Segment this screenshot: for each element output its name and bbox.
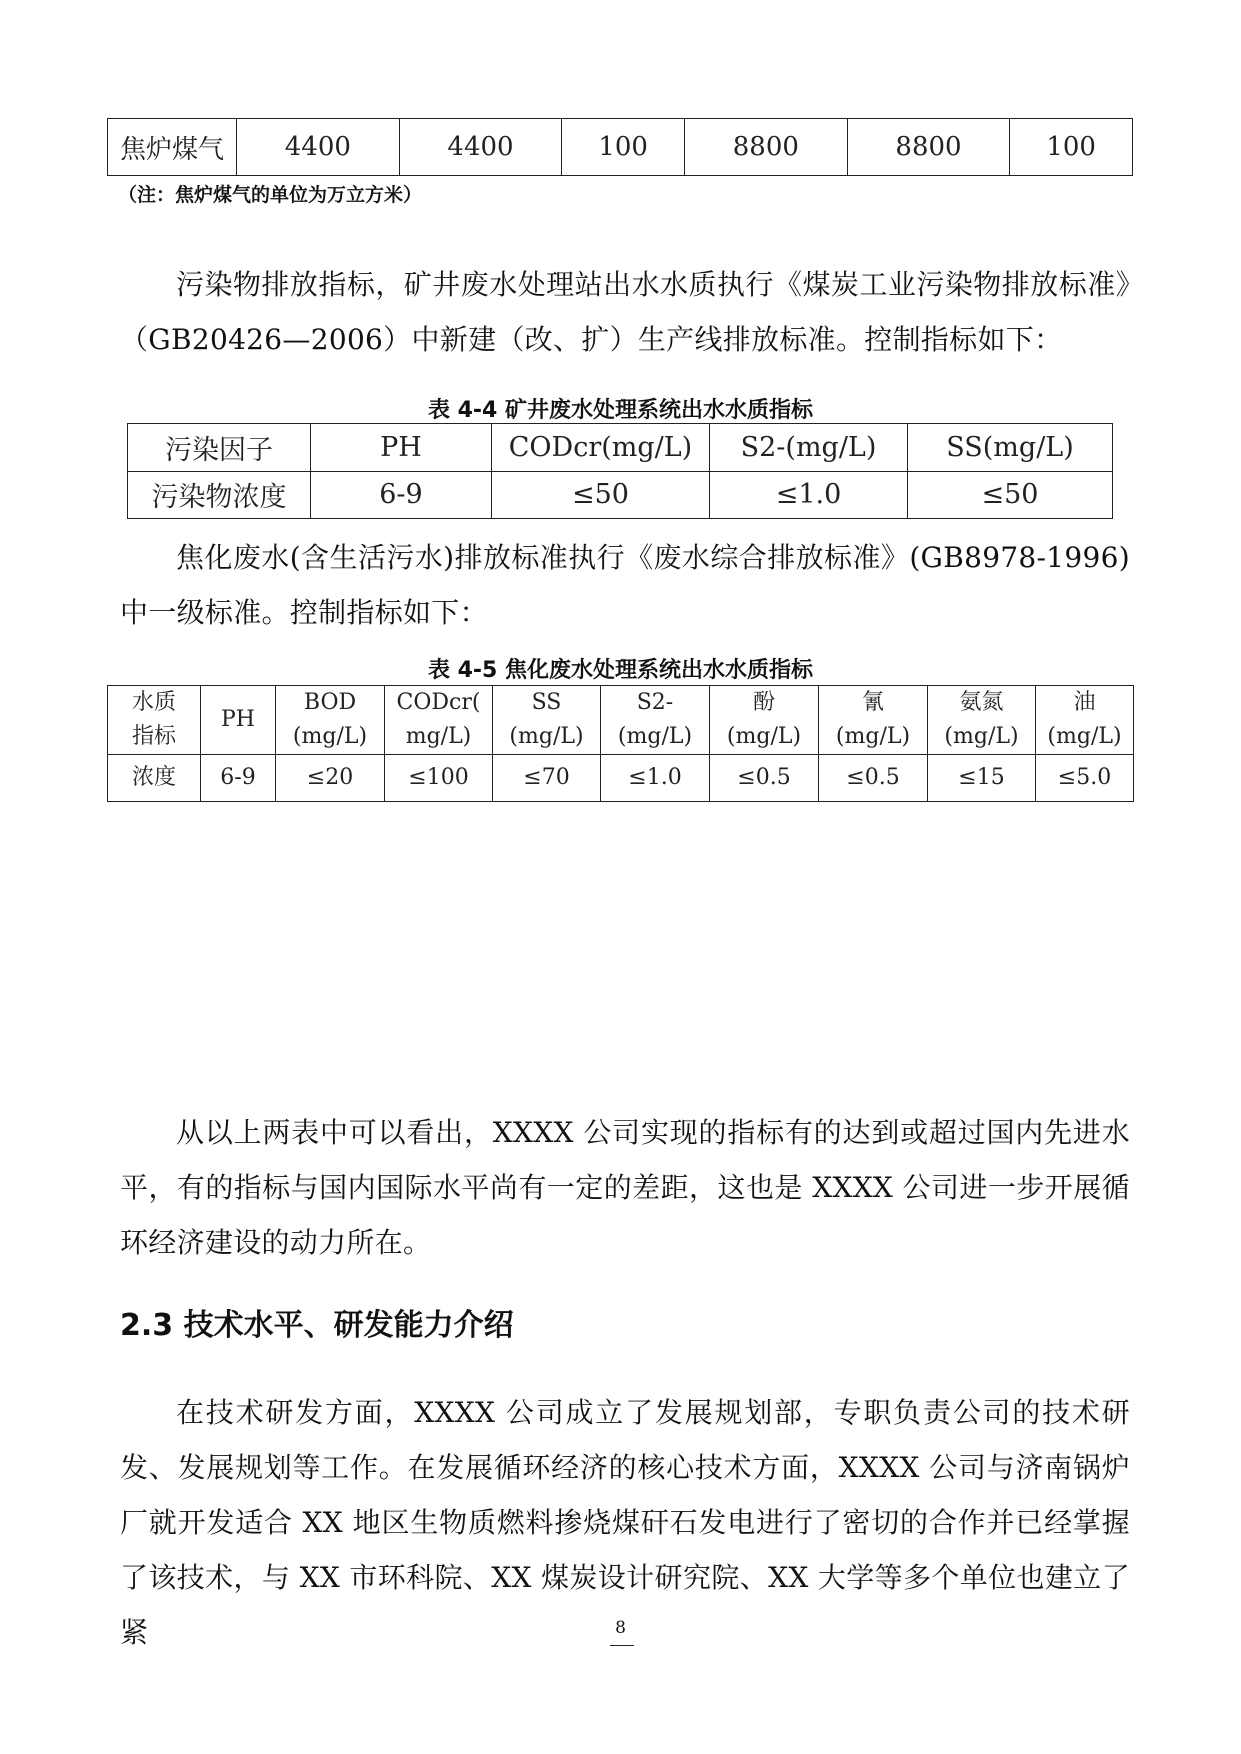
- table-header-cell: SS(mg/L): [908, 424, 1113, 472]
- table-cell: 6-9: [201, 755, 276, 802]
- mine-wastewater-table: [127, 423, 1113, 519]
- table-cell: 8800: [684, 119, 847, 176]
- table-header-cell: [201, 686, 276, 755]
- table-cell: 6-9: [311, 471, 492, 519]
- table-header-row: [128, 424, 1113, 472]
- table-cell: ≤100: [385, 755, 493, 802]
- table-header-cell: [928, 686, 1036, 755]
- table-header-cell: [108, 686, 201, 755]
- header-line: 油: [1073, 690, 1096, 715]
- page-number: 8: [615, 1618, 626, 1638]
- table-header-cell: PH: [311, 424, 492, 472]
- table-header-cell: [601, 686, 710, 755]
- table-row: [108, 119, 1133, 176]
- header-line: (mg/L): [292, 724, 368, 749]
- header-line: (mg/L): [835, 724, 911, 749]
- table-cell: 100: [562, 119, 685, 176]
- paragraph: 焦化废水(含生活污水)排放标准执行《废水综合排放标准》(GB8978-1996)中一级标准。控制指标如下：: [120, 541, 1130, 629]
- table-cell: ≤50: [492, 471, 710, 519]
- header-line: mg/L): [405, 724, 472, 749]
- header-line: (mg/L): [1047, 724, 1122, 749]
- table-header-cell: 污染因子: [128, 424, 311, 472]
- table-cell: ≤1.0: [601, 755, 710, 802]
- table-cell: ≤70: [493, 755, 601, 802]
- page-number-underline: [610, 1645, 634, 1646]
- table-cell: ≤0.5: [819, 755, 928, 802]
- table-header-cell: [710, 686, 819, 755]
- coking-wastewater-table: [107, 685, 1134, 802]
- section-heading: 2.3 技术水平、研发能力介绍: [120, 1308, 514, 1343]
- table-cell: 8800: [847, 119, 1010, 176]
- header-line: (mg/L): [944, 724, 1019, 749]
- table-header-row: [108, 686, 1134, 755]
- header-line: S2-: [636, 690, 674, 715]
- table-header-cell: S2-(mg/L): [710, 424, 908, 472]
- table-caption: 表 4-5 焦化废水处理系统出水水质指标: [427, 658, 814, 683]
- table-header-cell: [493, 686, 601, 755]
- header-line: PH: [221, 707, 255, 732]
- table-header-cell: [385, 686, 493, 755]
- table-caption: 表 4-4 矿井废水处理系统出水水质指标: [427, 398, 814, 423]
- header-line: 氨氮: [959, 690, 1004, 715]
- table-cell: ≤50: [908, 471, 1113, 519]
- table-cell: ≤0.5: [710, 755, 819, 802]
- table-cell: ≤1.0: [710, 471, 908, 519]
- table-header-cell: [819, 686, 928, 755]
- header-line: (mg/L): [726, 724, 802, 749]
- header-line: CODcr(: [396, 690, 481, 715]
- header-line: (mg/L): [509, 724, 584, 749]
- paragraph: 在技术研发方面，XXXX 公司成立了发展规划部，专职负责公司的技术研发、发展规划等工作。在发展循环经济的核心技术方面，XXXX 公司与济南锅炉厂就开发适合 XX 地区生物质燃料掺烧煤矸石发电进行了密切的合作并已经掌握了该技术，与 XX 市环科院、XX 煤炭设计研究院、XX 大学等多个单位也建立了紧: [120, 1396, 1130, 1649]
- table-header-cell: CODcr(mg/L): [492, 424, 710, 472]
- table-row: [128, 471, 1113, 519]
- table-header-cell: [1036, 686, 1134, 755]
- table-header-cell: [276, 686, 385, 755]
- table-cell: 污染物浓度: [128, 471, 311, 519]
- coke-gas-table: [107, 118, 1133, 176]
- header-line: (mg/L): [617, 724, 693, 749]
- table-cell: ≤15: [928, 755, 1036, 802]
- header-line: BOD: [303, 690, 357, 715]
- table-cell: 4400: [399, 119, 562, 176]
- paragraph: 从以上两表中可以看出，XXXX 公司实现的指标有的达到或超过国内先进水平，有的指标与国内国际水平尚有一定的差距，这也是 XXXX 公司进一步开展循环经济建设的动力所在。: [120, 1116, 1130, 1259]
- paragraph: 污染物排放指标，矿井废水处理站出水水质执行《煤炭工业污染物排放标准》（GB20426—2006）中新建（改、扩）生产线排放标准。控制指标如下：: [120, 268, 1130, 356]
- header-line: 指标: [131, 724, 176, 749]
- table-cell: 浓度: [108, 755, 201, 802]
- table-cell: 100: [1010, 119, 1133, 176]
- table-cell: 焦炉煤气: [108, 119, 237, 176]
- table-row: [108, 755, 1134, 802]
- header-line: 水质: [131, 690, 176, 715]
- header-line: 酚: [752, 690, 775, 715]
- table-note: （注：焦炉煤气的单位为万立方米）: [118, 184, 423, 206]
- table-cell: 4400: [237, 119, 400, 176]
- table-cell: ≤20: [276, 755, 385, 802]
- table-cell: ≤5.0: [1036, 755, 1134, 802]
- header-line: 氰: [861, 690, 884, 715]
- header-line: SS: [531, 690, 562, 715]
